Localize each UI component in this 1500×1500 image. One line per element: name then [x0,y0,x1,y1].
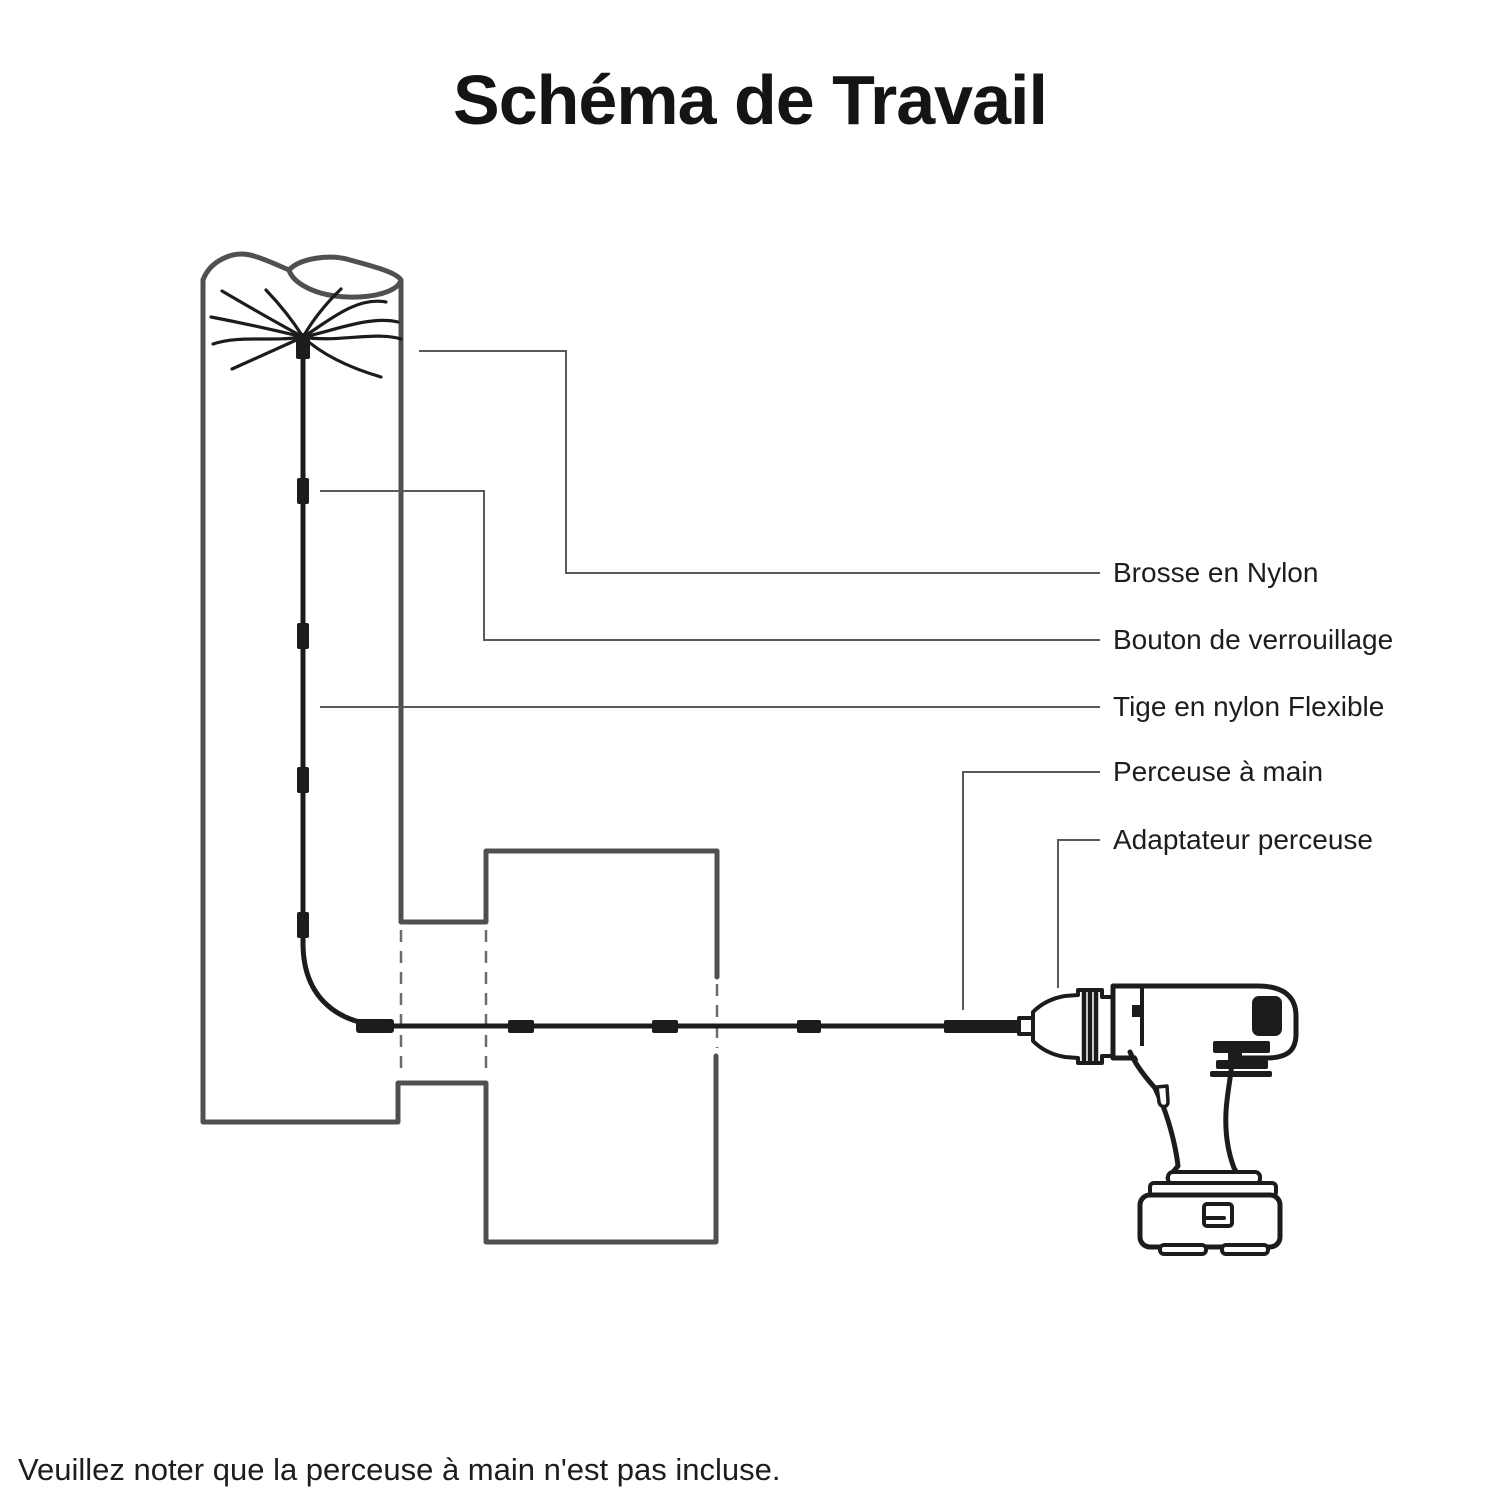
leader-adaptateur [1058,840,1100,988]
rod-connectors [296,333,821,1033]
hand-drill [1019,986,1296,1254]
label-brosse-en-nylon: Brosse en Nylon [1113,557,1319,588]
chuck-tip [1019,1018,1033,1034]
leader-perceuse [963,772,1100,1010]
rod-connector [508,1020,534,1033]
chimney-opening-ellipse [289,257,401,297]
drill-air-vent [1252,996,1282,1036]
rod-connector [297,478,309,504]
wall-hidden-hole-edges [401,930,717,1072]
battery-foot [1160,1245,1206,1254]
battery-clip [1204,1204,1232,1226]
chimney-right-and-wall-upper-outline [401,281,717,977]
drill-side-vent-tab [1228,1053,1242,1060]
page-title: Schéma de Travail [453,61,1047,139]
chimney-and-wall-outline [203,254,717,1242]
label-tige-nylon-flexible: Tige en nylon Flexible [1113,691,1385,722]
chimney-left-and-wall-lower-outline [203,280,716,1242]
leader-brosse [419,351,1100,573]
label-perceuse-a-main: Perceuse à main [1113,756,1324,787]
rod-connector [797,1020,821,1033]
drill-chuck [1033,990,1113,1063]
drill-side-vent [1216,1060,1268,1069]
rod-connector [297,912,309,938]
label-bouton-verrouillage: Bouton de verrouillage [1113,624,1394,655]
brush-ferrule [296,333,310,359]
drill-adapter [944,1020,1020,1033]
rod-connector [297,623,309,649]
rod-connector [356,1019,394,1033]
chimney-top-rim [203,254,289,280]
drill-side-vent [1210,1071,1272,1077]
chuck-ribs [1084,991,1096,1062]
rod-connector [652,1020,678,1033]
label-adaptateur-perceuse: Adaptateur perceuse [1113,824,1373,855]
drill-trigger [1157,1086,1168,1107]
leader-lines [320,351,1100,1010]
drill-side-vent [1213,1041,1270,1053]
drill-mode-button [1132,1005,1144,1017]
footnote-drill-not-included: Veuillez noter que la perceuse à main n'est pas incluse. [18,1452,781,1487]
battery-foot [1222,1245,1268,1254]
rod-connector [297,767,309,793]
leader-bouton [320,491,1100,640]
